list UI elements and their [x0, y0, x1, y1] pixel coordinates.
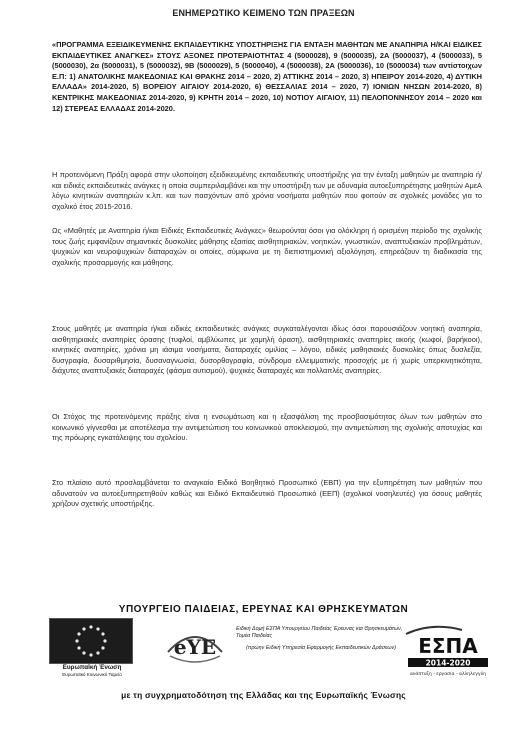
espa-logo-text: ΕΣΠΑ [418, 634, 478, 658]
page-header-title: ΕΝΗΜΕΡΩΤΙΚΟ ΚΕΙΜΕΝΟ ΤΩΝ ΠΡΑΞΕΩΝ [172, 8, 355, 18]
paragraph-intro: Η προτεινόμενη Πράξη αφορά στην υλοποίηση εξειδικευμένης εκπαιδευτικής υποστήριξης για την ένταξη μαθητών με αναπηρία ή/και ειδικές εκπαιδευτικές ανάγκες η οποία συμπεριλαμβάνει και την υποστήριξη των με αδυναμία αυτοεξυπηρέτησης μαθητών ΑμεΑ λόγω κινητικών αναπηριών κ.λπ. και των πασχόντων από χρόνια νοσήματα μαθητών που φοιτούν σε σχολικές μονάδες για το σχολικό έτος 2015-2016. [52, 170, 482, 211]
agency-description [236, 626, 406, 652]
eu-flag-logo [49, 618, 133, 664]
eu-caption [47, 664, 137, 678]
funding-footer [0, 604, 527, 732]
eye-logo [160, 618, 230, 674]
espa-logo [402, 620, 494, 680]
program-title: «ΠΡΟΓΡΑΜΜΑ ΕΞΕΙΔΙΚΕΥΜΕΝΗΣ ΕΚΠΑΙΔΕΥΤΙΚΗΣ ΥΠΟΣΤΗΡΙΞΗΣ ΓΙΑ ΕΝΤΑΞΗ ΜΑΘΗΤΩΝ ΜΕ ΑΝΑΠΗΡΙΑ Η/ΚΑΙ ΕΙΔΙΚΕΣ ΕΚΠΑΙΔΕΥΤΙΚΕΣ ΑΝΑΓΚΕΣ» ΣΤΟΥΣ ΑΞΟΝΕΣ ΠΡΟΤΕΡΑΙΟΤΗΤΑΣ 4 (5000028), 9 (5000035), 2Α (5000037), 4 (5000033), 5 (5000030), 2α (5000031), 5 (5000032), 9Β (5000029), 5 (5000040), 4 (5000038), 2Α (5000036), 10 (5000034) των αντίστοιχων Ε.Π: 1) ΑΝΑΤΟΛΙΚΗΣ ΜΑΚΕΔΟΝΙΑΣ ΚΑΙ ΘΡΑΚΗΣ 2014 – 2020, 2) ΑΤΤΙΚΗΣ 2014 – 2020, 3) ΗΠΕΙΡΟΥ 2014-2020, 4) ΔΥΤΙΚΗ ΕΛΛΑΔΑ» 2014-2020, 5) ΒΟΡΕΙΟΥ ΑΙΓΑΙΟΥ 2014-2020, 6) ΘΕΣΣΑΛΙΑΣ 2014 – 2020, 7) ΙΟΝΙΩΝ ΝΗΣΩΝ 2014-2020, 8) ΚΕΝΤΡΙΚΗΣ ΜΑΚΕΔΟΝΙΑΣ 2014-2020, 9) ΚΡΗΤΗ 2014 – 2020, 10) ΝΟΤΙΟΥ ΑΙΓΑΙΟΥ, 11) ΠΕΛΟΠΟΝΝΗΣΟΥ 2014 – 2020 και 12) ΣΤΕΡΕΑΣ ΕΛΛΑΔΑΣ 2014-2020. [52, 40, 482, 113]
espa-years: 2014-2020 [425, 658, 471, 668]
agency-former-name: (πρώην Ειδική Υπηρεσία Εφαρμογής Εκπαιδευτικών Δράσεων) [245, 645, 397, 652]
espa-slogan: ανάπτυξη - εργασία - αλληλεγγύη [409, 672, 487, 677]
eu-label: Ευρωπαϊκή Ένωση [62, 664, 122, 671]
paragraph-categories: Στους μαθητές με αναπηρία ή/και ειδικές εκπαιδευτικές ανάγκες συγκαταλέγονται ιδίως όσοι παρουσιάζουν νοητική αναπηρία, αισθητηριακές αναπηρίες όρασης (τυφλοί, αμβλύωπες με χαμηλή όραση), αισθητηριακές αναπηρίες ακοής (κωφοί, βαρήκοοι), κινητικές αναπηρίες, χρόνια μη ιάσιμα νοσήματα, διαταραχές ομιλίας – λόγου, ειδικές μαθησιακές δυσκολίες όπως δυσλεξία, δυσγραφία, δυσαριθμησία, δυσαναγνωσία, δυσορθογραφία, σύνδρομο ελλειμματικής προσοχής με ή χωρίς υπερκινητικότητα, διάχυτες αναπτυξιακές διαταραχές (φάσμα αυτισμού), ψυχικές διαταραχές και πολλαπλές αναπηρίες. [52, 324, 482, 376]
agency-name: Ειδική Δομή ΕΣΠΑ Υπουργείου Παιδείας Έρευνας και Θρησκευμάτων, Τομέα Παιδείας [236, 626, 403, 639]
paragraph-goal: Οι Στόχος της προτεινόμενης πράξης είναι η ενσωμάτωση και η εξασφάλιση της προσβασιμότητας όλων των μαθητών στο κοινωνικό γίγνεσθαι με αποτέλεσμα την αντιμετώπιση του κοινωνικού αποκλεισμού, την αντιμετώπιση της σχολικής αποτυχίας και της πρόωρης εγκατάλειψης του σχολείου. [52, 412, 482, 443]
paragraph-definition: Ως «Μαθητές με Αναπηρία ή/και Ειδικές Εκπαιδευτικές Ανάγκες» θεωρούνται όσοι για ολόκληρη ή ορισμένη περίοδο της σχολικής τους ζωής εμφανίζουν σημαντικές δυσκολίες μάθησης εξαιτίας αισθητηριακών, νοητικών, γνωστικών, αναπτυξιακών προβλημάτων, ψυχικών και νευροψυχικών διαταραχών οι οποίες, σύμφωνα με τη διεπιστημονική αξιολόγηση, επηρεάζουν τη διαδικασία της σχολικής προσαρμογής και μάθησης. [52, 226, 482, 267]
eye-logo-text: eYE [173, 635, 217, 659]
eu-sublabel: Ευρωπαϊκό Κοινωνικό Ταμείο [62, 672, 122, 677]
paragraph-staff: Στο πλαίσιο αυτό προσλαμβάνεται το αναγκαίο Ειδικό Βοηθητικό Προσωπικό (ΕΒΠ) για την εξυπηρέτηση των μαθητών που αδυνατούν να αυτοεξυπηρετηθούν καθώς και Ειδικό Εκπαιδευτικό Προσωπικό (ΕΕΠ) (σχολικοί νοσηλευτές) για όσους μαθητές χρήζουν σχετικής υποστήριξης. [52, 478, 482, 509]
cofinancing-statement: με τη συγχρηματοδότηση της Ελλάδας και της Ευρωπαϊκής Ένωσης [121, 690, 406, 700]
ministry-name: ΥΠΟΥΡΓΕΙΟ ΠΑΙΔΕΙΑΣ, ΕΡΕΥΝΑΣ ΚΑΙ ΘΡΗΣΚΕΥΜΑΤΩΝ [118, 604, 409, 615]
